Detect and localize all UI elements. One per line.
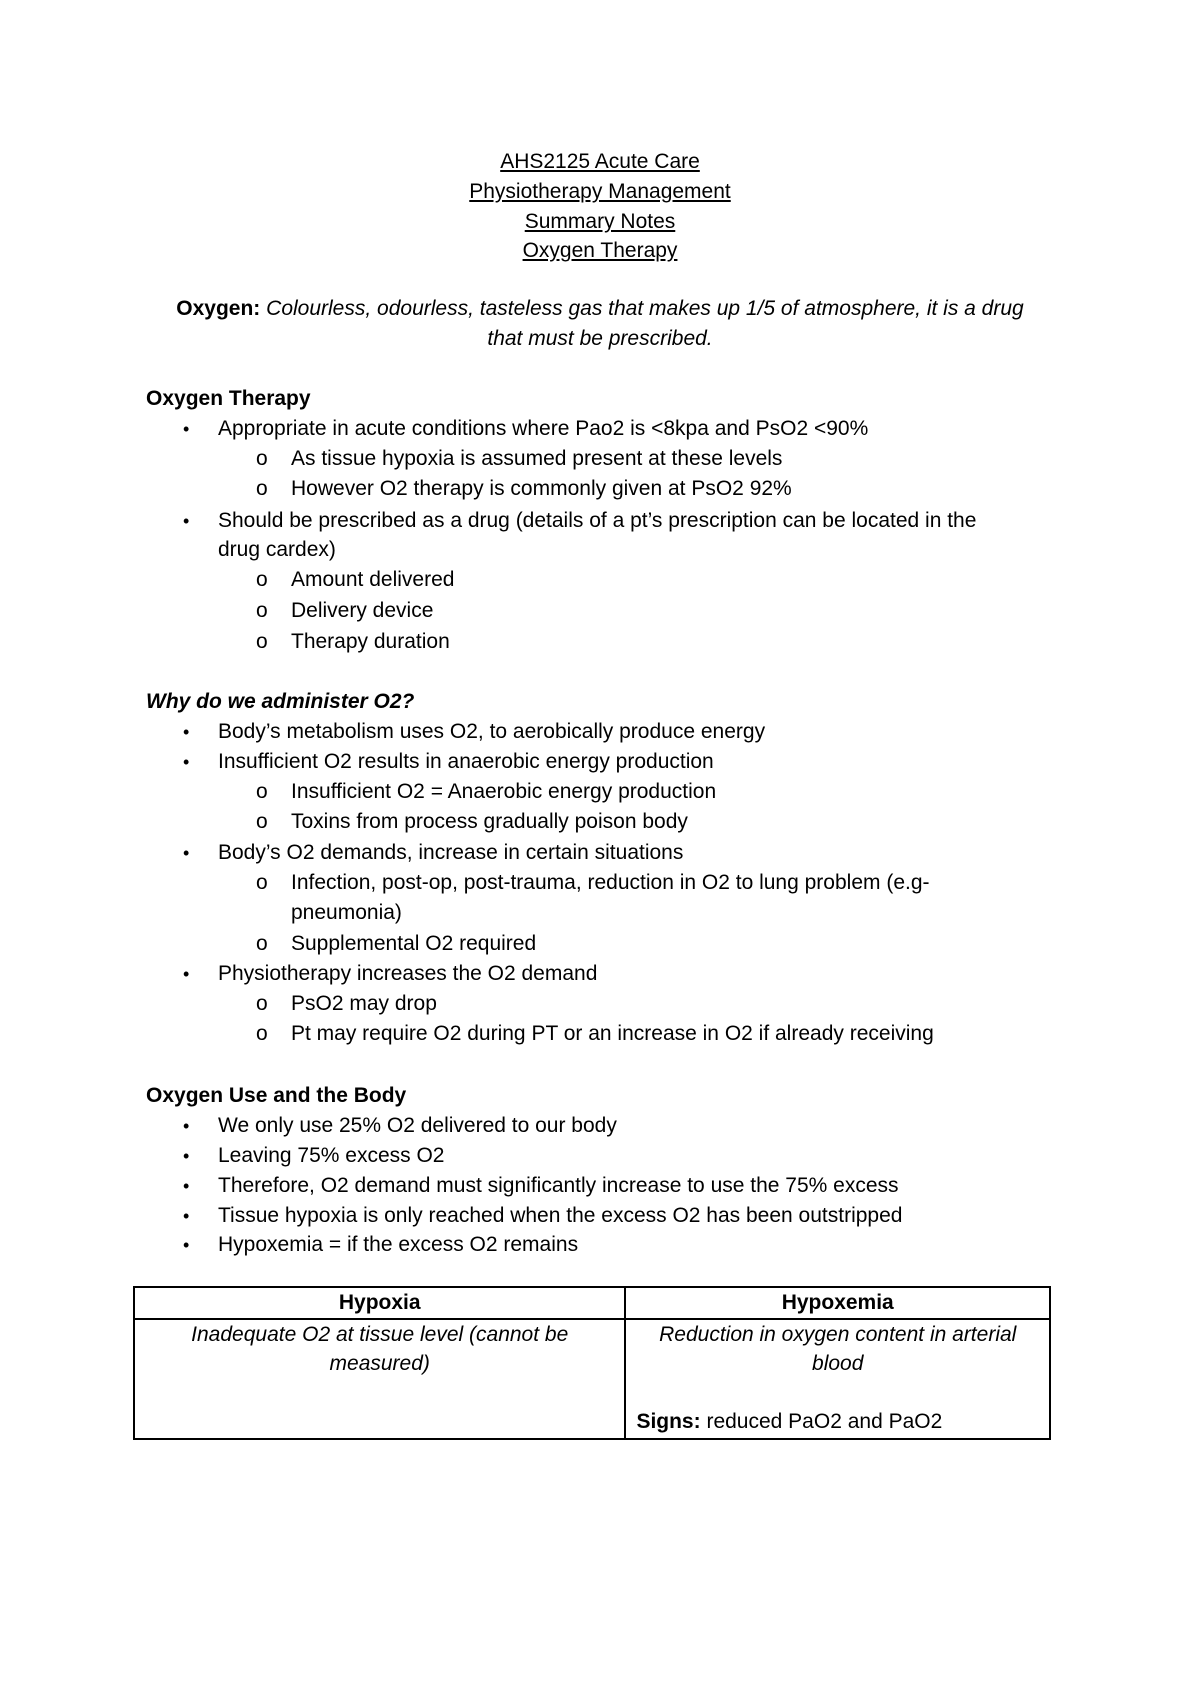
oxygen-definition-text: Colourless, odourless, tasteless gas that makes up 1/5 of atmosphere, it is a drug bbox=[266, 297, 1024, 320]
signs-label: Signs: bbox=[636, 1410, 701, 1433]
list-item-cont: drug cardex) bbox=[218, 538, 336, 561]
sub-bullet-icon: o bbox=[256, 1022, 268, 1045]
list-item: Hypoxemia = if the excess O2 remains bbox=[218, 1233, 579, 1256]
sub-list-item-cont: pneumonia) bbox=[291, 901, 402, 924]
list-item: Body’s O2 demands, increase in certain situations bbox=[218, 841, 684, 864]
sub-list-item: Therapy duration bbox=[291, 630, 450, 653]
bullet-icon: • bbox=[183, 419, 190, 439]
list-item: Body’s metabolism uses O2, to aerobically produce energy bbox=[218, 720, 766, 743]
list-item: Should be prescribed as a drug (details of a pt’s prescription can be located in the bbox=[218, 509, 977, 532]
bullet-icon: • bbox=[183, 1235, 190, 1255]
hypoxia-cell bbox=[134, 1319, 625, 1439]
sub-list-item: However O2 therapy is commonly given at PsO2 92% bbox=[291, 477, 792, 500]
list-item: We only use 25% O2 delivered to our body bbox=[218, 1114, 617, 1137]
hypoxemia-signs bbox=[634, 1407, 1041, 1436]
bullet-icon: • bbox=[183, 843, 190, 863]
sub-bullet-icon: o bbox=[256, 477, 268, 500]
section-heading-oxygen-use: Oxygen Use and the Body bbox=[146, 1084, 407, 1107]
sub-bullet-icon: o bbox=[256, 447, 268, 470]
sub-list-item: Supplemental O2 required bbox=[291, 932, 537, 955]
signs-text: reduced PaO2 and PaO2 bbox=[706, 1410, 943, 1433]
table-header-hypoxemia: Hypoxemia bbox=[625, 1287, 1050, 1319]
list-item: Insufficient O2 results in anaerobic energy production bbox=[218, 750, 714, 773]
list-item: Leaving 75% excess O2 bbox=[218, 1144, 445, 1167]
course-subtitle: Physiotherapy Management bbox=[469, 180, 731, 203]
list-item: Tissue hypoxia is only reached when the excess O2 has been outstripped bbox=[218, 1204, 903, 1227]
sub-bullet-icon: o bbox=[256, 630, 268, 653]
bullet-icon: • bbox=[183, 752, 190, 772]
bullet-icon: • bbox=[183, 722, 190, 742]
table-row bbox=[134, 1319, 1050, 1439]
sub-bullet-icon: o bbox=[256, 992, 268, 1015]
oxygen-definition-text-cont: that must be prescribed. bbox=[487, 327, 713, 350]
bullet-icon: • bbox=[183, 964, 190, 984]
section-heading-oxygen-therapy: Oxygen Therapy bbox=[146, 387, 311, 410]
bullet-icon: • bbox=[183, 511, 190, 531]
sub-bullet-icon: o bbox=[256, 871, 268, 894]
sub-bullet-icon: o bbox=[256, 599, 268, 622]
sub-list-item: Amount delivered bbox=[291, 568, 455, 591]
hypoxia-description: Inadequate O2 at tissue level (cannot be measured) bbox=[191, 1323, 569, 1375]
bullet-icon: • bbox=[183, 1206, 190, 1226]
sub-list-item: Toxins from process gradually poison body bbox=[291, 810, 688, 833]
bullet-icon: • bbox=[183, 1146, 190, 1166]
sub-bullet-icon: o bbox=[256, 780, 268, 803]
doc-type: Summary Notes bbox=[524, 210, 676, 233]
oxygen-definition bbox=[0, 294, 1200, 324]
sub-list-item: Delivery device bbox=[291, 599, 434, 622]
sub-bullet-icon: o bbox=[256, 568, 268, 591]
topic-title: Oxygen Therapy bbox=[522, 239, 678, 262]
sub-list-item: Insufficient O2 = Anaerobic energy production bbox=[291, 780, 717, 803]
table-header-row bbox=[134, 1287, 1050, 1319]
list-item: Physiotherapy increases the O2 demand bbox=[218, 962, 598, 985]
bullet-icon: • bbox=[183, 1116, 190, 1136]
hypoxemia-cell bbox=[625, 1319, 1050, 1439]
table-header-hypoxia: Hypoxia bbox=[134, 1287, 625, 1319]
hypoxemia-description: Reduction in oxygen content in arterial blood bbox=[659, 1323, 1017, 1375]
list-item: Appropriate in acute conditions where Pao2 is <8kpa and PsO2 <90% bbox=[218, 417, 869, 440]
sub-list-item: Pt may require O2 during PT or an increase in O2 if already receiving bbox=[291, 1022, 934, 1045]
sub-list-item: PsO2 may drop bbox=[291, 992, 437, 1015]
hypoxia-hypoxemia-table bbox=[133, 1286, 1051, 1440]
section-heading-why-administer: Why do we administer O2? bbox=[146, 690, 415, 713]
bullet-icon: • bbox=[183, 1176, 190, 1196]
course-title: AHS2125 Acute Care bbox=[500, 150, 700, 173]
sub-list-item: As tissue hypoxia is assumed present at these levels bbox=[291, 447, 783, 470]
sub-list-item: Infection, post-op, post-trauma, reduction in O2 to lung problem (e.g- bbox=[291, 871, 930, 894]
sub-bullet-icon: o bbox=[256, 932, 268, 955]
sub-bullet-icon: o bbox=[256, 810, 268, 833]
oxygen-label: Oxygen: bbox=[176, 297, 261, 320]
list-item: Therefore, O2 demand must significantly increase to use the 75% excess bbox=[218, 1174, 899, 1197]
